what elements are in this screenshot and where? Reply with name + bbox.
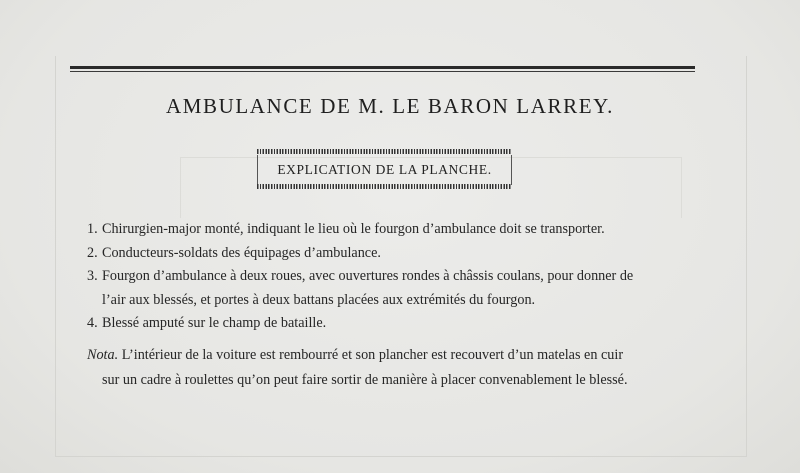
item-number: 2. [87, 244, 98, 261]
nota-label: Nota. [87, 347, 119, 363]
item-number: 4. [87, 315, 98, 331]
item-text: Conducteurs-soldats des équipages d’ambulance. [102, 244, 381, 261]
item-text: Fourgon d’ambulance à deux roues, avec ouvertures rondes à châssis coulans, pour donner de [102, 268, 634, 284]
item-text-continuation: l’air aux blessés, et portes à deux battans placées aux extrémités du fourgon. [102, 291, 536, 308]
item-number: 3. [87, 268, 98, 284]
explanation-list [87, 218, 712, 336]
nota-block [87, 343, 707, 393]
ornamental-rule-top [257, 149, 512, 154]
item-text: Blessé amputé sur le champ de bataille. [102, 315, 327, 331]
list-item [87, 242, 712, 266]
nota-line-2: sur un cadre à roulettes qu’on peut faire sortir de manière à placer convenablement le blessé. [102, 372, 628, 388]
top-rule [70, 66, 695, 69]
list-item [87, 312, 712, 336]
ornamental-rule-bottom [257, 184, 512, 189]
item-number: 1. [87, 221, 98, 237]
nota-line-1: L’intérieur de la voiture est rembourré et son plancher est recouvert d’un matelas en cuir [121, 347, 624, 363]
list-item [87, 265, 712, 289]
item-text: Chirurgien-major monté, indiquant le lieu où le fourgon d’ambulance doit se transporter. [102, 221, 605, 237]
top-rule-thin [70, 71, 695, 72]
page-title: AMBULANCE DE M. LE BARON LARREY. [165, 94, 615, 118]
section-subtitle: EXPLICATION DE LA PLANCHE. [277, 162, 492, 177]
list-item [87, 218, 712, 242]
